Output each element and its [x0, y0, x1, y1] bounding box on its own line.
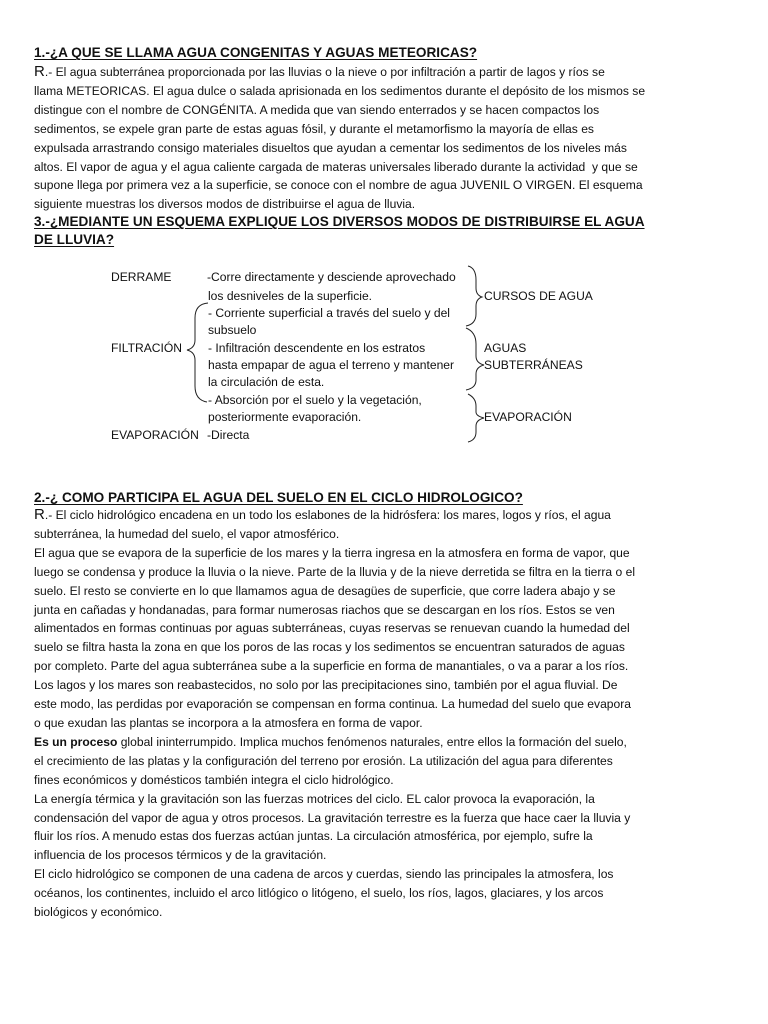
answer-line: siguiente muestras los diversos modos de distribuirse el agua de lluvia.	[34, 197, 416, 212]
answer-line: llama METEORICAS. El agua dulce o salada aprisionada en los sedimentos durante el depósito de los mismos se	[34, 83, 646, 98]
answer-line: expulsada arrastrando consigo materiales disueltos que ayudan a cementar los sedimentos de los niveles más	[34, 140, 627, 155]
scheme-item: posteriormente evaporación.	[208, 410, 362, 424]
answer-line: por completo. Parte del agua subterránea sube a la superficie en forma de manantiales, o va a parar a los ríos.	[34, 659, 629, 674]
answer-line: El ciclo hidrológico se componen de una cadena de arcos y cuerdas, siendo las principales la atmosfera, los	[34, 867, 614, 882]
right-brace-subterraneas	[466, 328, 484, 390]
answer-line: o que exudan las plantas se incorpora a la atmosfera en forma de vapor.	[34, 715, 423, 730]
answer-line: distingue con el nombre de CONGÉNITA. A medida que van siendo enterrados y se hacen compactos los	[34, 102, 600, 117]
question-2-title: 2.-¿ COMO PARTICIPA EL AGUA DEL SUELO EN EL CICLO HIDROLOGICO?	[34, 490, 523, 505]
scheme-destination-evaporacion: EVAPORACIÓN	[484, 410, 572, 424]
answer-line: fines económicos y domésticos también integra el ciclo hidrológico.	[34, 772, 394, 787]
scheme-item: -Directa	[207, 428, 250, 442]
answer-line: El agua que se evapora de la superficie de los mares y la tierra ingresa en la atmosfera en forma de vapor, que	[34, 545, 630, 560]
scheme-label-derrame: DERRAME	[111, 270, 172, 284]
answer-line: fluir los ríos. A menudo estas dos fuerzas actúan juntas. La circulación atmosférica, por ejemplo, sufre la	[34, 829, 593, 844]
bold-lead: Es un proceso	[34, 734, 118, 749]
answer-line: océanos, los continentes, incluido el arco litlógico o litógeno, el suelo, los ríos, lagos, glaciares, y los arcos	[34, 886, 604, 901]
right-brace-cursos	[466, 266, 482, 326]
title-line: DE LLUVIA?	[34, 231, 115, 247]
answer-line: subterránea, la humedad del suelo, el vapor atmosférico.	[34, 526, 340, 541]
scheme-item: la circulación de esta.	[208, 375, 325, 389]
answer-line: el crecimiento de las platas y la configuración del terreno por erosión. La utilización del agua para diferentes	[34, 753, 613, 768]
question-3-title	[34, 213, 645, 248]
scheme-label-filtracion: FILTRACIÓN	[111, 341, 182, 355]
scheme-destination-aguas: AGUAS	[484, 341, 527, 355]
scheme-item: hasta empapar de agua el terreno y mantener	[208, 358, 455, 372]
answer-line: biológicos y económico.	[34, 905, 163, 920]
left-brace	[187, 303, 208, 402]
answer-line: condensación del vapor de agua y otros procesos. La gravitación terrestre es la fuerza que hace caer la lluvia y	[34, 810, 631, 825]
question-1-answer	[34, 63, 645, 214]
answer-line: global ininterrumpido. Implica muchos fenómenos naturales, entre ellos la formación del suelo,	[117, 734, 627, 749]
scheme-item: - Corriente superficial a través del suelo y del	[208, 306, 450, 320]
scheme-destination-subterraneas: SUBTERRÁNEAS	[484, 358, 583, 372]
answer-line: .- El agua subterránea proporcionada por las lluvias o la nieve o por infiltración a partir de lagos y ríos se	[44, 65, 605, 79]
answer-line: luego se condensa y produce la lluvia o la nieve. Parte de la lluvia y de la nieve derretida se filtra en la tierra o el	[34, 564, 636, 579]
scheme-item: subsuelo	[208, 323, 257, 337]
right-brace-evaporacion	[468, 394, 484, 442]
answer-line: suelo se filtra hasta la zona en que los poros de las rocas y los sedimentos se encuentran saturados de aguas	[34, 640, 625, 655]
answer-line: La energía térmica y la gravitación son las fuerzas motrices del ciclo. EL calor provoca la evaporación, la	[34, 791, 595, 806]
scheme-destination-cursos: CURSOS DE AGUA	[484, 289, 593, 303]
scheme-label-evaporacion: EVAPORACIÓN	[111, 428, 199, 442]
answer-line: Los lagos y los mares son reabastecidos, no solo por las precipitaciones sino, también por el agua fluvial. De	[34, 678, 618, 693]
answer-line: sedimentos, se expele gran parte de estas aguas fósil, y durante el metamorfismo la mayoría de ellas es	[34, 121, 594, 136]
answer-line: .- El ciclo hidrológico encadena en un todo los eslabones de la hidrósfera: los mares, logos y ríos, el agua	[44, 508, 611, 522]
question-2-answer	[34, 506, 635, 922]
answer-line: influencia de los procesos térmicos y de la gravitación.	[34, 848, 327, 863]
answer-line: este modo, las perdidas por evaporación se compensan en forma continua. La humedad del suelo que evapora	[34, 697, 632, 712]
answer-marker: R	[34, 506, 45, 523]
answer-line: altos. El vapor de agua y el agua caliente cargada de materas universales liberado durante la actividad y que se	[34, 159, 638, 174]
answer-line: supone llega por primera vez a la superficie, se conoce con el nombre de agua JUVENIL O VIRGEN. El esquema	[34, 178, 643, 193]
answer-line: junta en cañadas y hondanadas, para formar numerosas riachos que se descargan en los ríos. Estos se ven	[34, 602, 615, 617]
answer-marker: R	[34, 63, 45, 80]
answer-line: alimentados en formas continuas por aguas subterráneas, cuyas reservas se renuevan cuando la humedad del	[34, 621, 630, 636]
scheme-item: los desniveles de la superficie.	[208, 289, 373, 303]
scheme-item: -Corre directamente y desciende aprovechado	[207, 270, 456, 284]
title-line: 3.-¿MEDIANTE UN ESQUEMA EXPLIQUE LOS DIVERSOS MODOS DE DISTRIBUIRSE EL AGUA	[34, 214, 645, 229]
answer-line: suelo. El resto se convierte en lo que llamamos agua de desagües de superficie, que corre ladera abajo y se	[34, 583, 616, 598]
scheme-item: - Absorción por el suelo y la vegetación,	[208, 393, 422, 407]
scheme-item: - Infiltración descendente en los estratos	[208, 341, 426, 355]
question-1-title: 1.-¿A QUE SE LLAMA AGUA CONGENITAS Y AGUAS METEORICAS?	[34, 45, 478, 60]
